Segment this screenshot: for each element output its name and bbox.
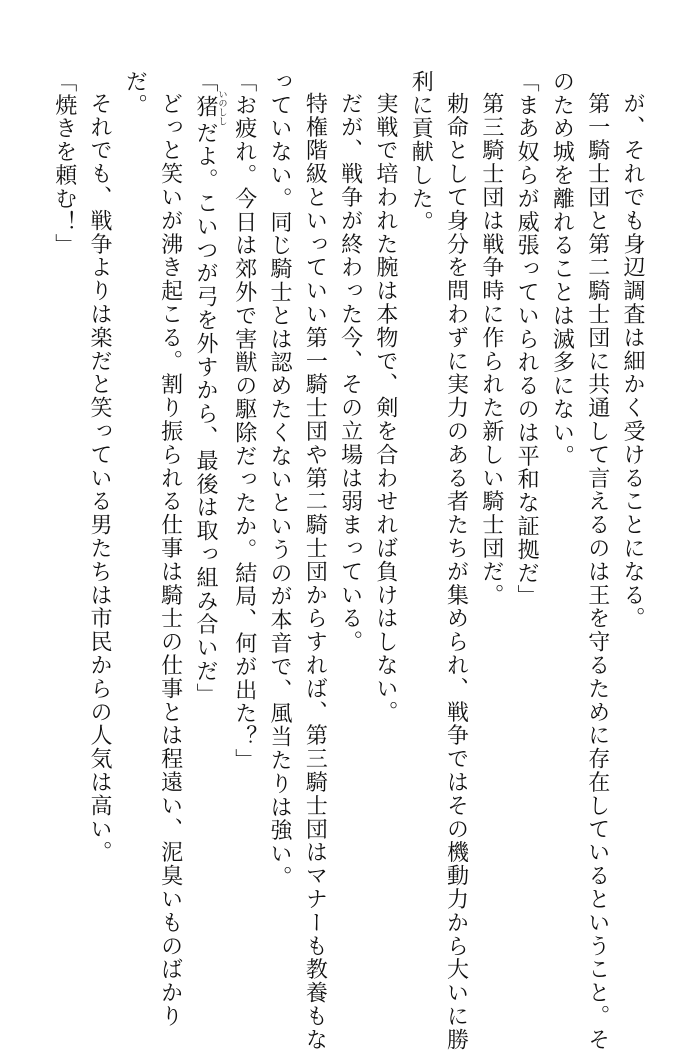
dialogue-line-1: 「まあ奴らが威張っていられるのは平和な証拠だ」: [514, 70, 540, 609]
text-line-5: 勅命として身分を問わずに実力のある者たちが集められ、戦争ではその機動力から大いに勝: [443, 92, 469, 1051]
vertical-text-body: [46, 70, 650, 1051]
text-line-13: それでも、戦争よりは楽だと笑っている男たちは市民からの人気は高い。: [87, 92, 113, 865]
text-line-10: っていない。同じ騎士とは認めたくないというのが本音で、風当たりは強い。: [267, 70, 293, 889]
ruby-base: 猪: [192, 89, 218, 126]
dialogue-open-bracket: 「: [192, 70, 218, 94]
text-line-6: 利に貢献した。: [408, 70, 434, 234]
text-line-12: だ。: [122, 70, 148, 117]
text-line-1: が、それでも身辺調査は細かく受けることになる。: [620, 92, 645, 631]
text-line-7: 実戦で培われた腕は本物で、剣を合わせれば負けはしない。: [372, 92, 398, 724]
text-line-3: のため城を離れることは滅多にない。: [549, 70, 575, 468]
text-line-2: 第一騎士団と第二騎士団に共通して言えるのは王を守るために存在しているということ。そ: [584, 92, 610, 1051]
text-line-11: どっと笑いが沸き起こる。割り振られる仕事は騎士の仕事とは程遠い、泥臭いものばかり: [157, 92, 183, 1028]
text-line-8: だが、戦争が終わった今、その立場は弱まっている。: [337, 92, 363, 654]
dialogue-rest: だよ。こいつが弓を外すから、最後は取っ組み合いだ」: [192, 121, 218, 707]
dialogue-line-3: [188, 70, 227, 950]
ruby-word: [192, 89, 227, 126]
text-line-9: 特権階級といっていい第一騎士団や第二騎士団からすれば、第三騎士団はマナーも教養もな: [302, 92, 328, 1051]
ruby-reading: いのしし: [216, 89, 227, 126]
dialogue-line-4: 「焼きを頼む！」: [51, 70, 77, 258]
text-line-4: 第三騎士団は戦争時に作られた新しい騎士団だ。: [478, 92, 504, 607]
dialogue-line-2: 「お疲れ。今日は郊外で害獣の駆除だったか。結局、何が出た？」: [231, 70, 257, 772]
